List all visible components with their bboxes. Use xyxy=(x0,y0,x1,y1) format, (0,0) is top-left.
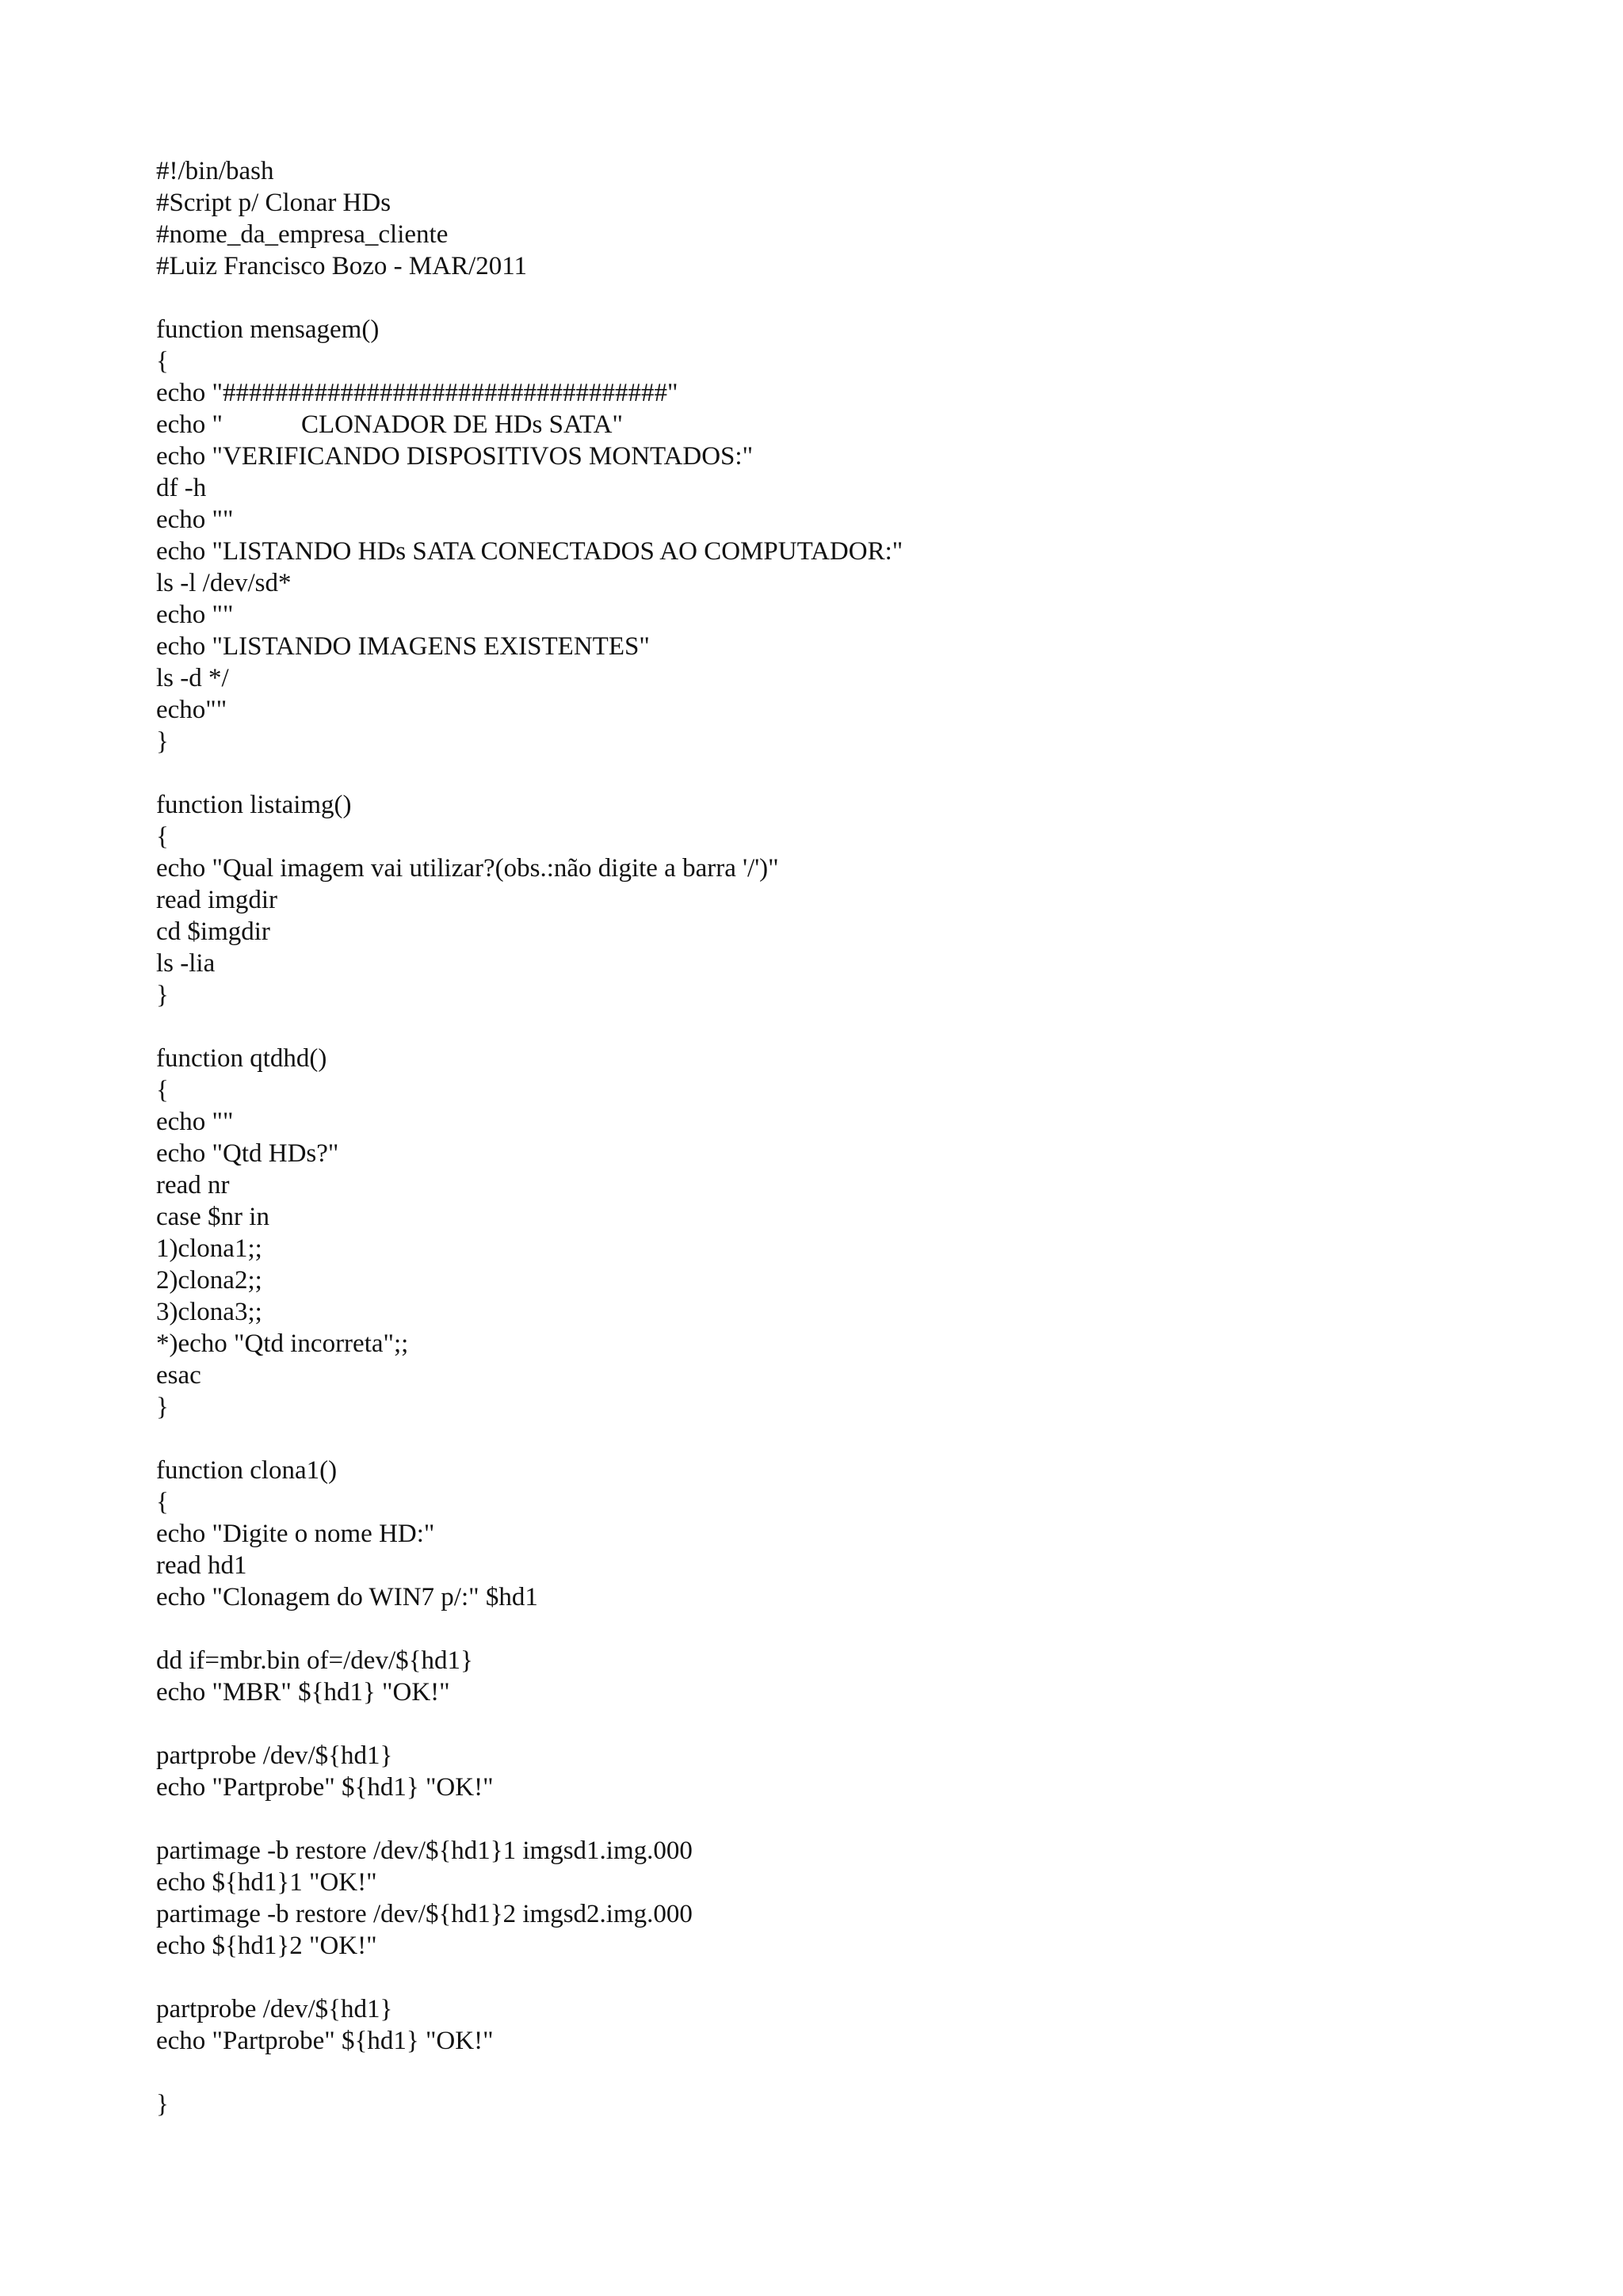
code-line: echo "Qual imagem vai utilizar?(obs.:não digite a barra '/')" xyxy=(156,854,779,883)
code-line: echo ${hd1}1 "OK!" xyxy=(156,1868,377,1897)
code-line: partprobe /dev/${hd1} xyxy=(156,1741,393,1770)
script-listing xyxy=(156,155,1543,2120)
code-line: function qtdhd() xyxy=(156,1044,327,1073)
code-line: 3)clona3;; xyxy=(156,1298,262,1326)
code-line: echo "Qtd HDs?" xyxy=(156,1139,339,1168)
code-line: dd if=mbr.bin of=/dev/${hd1} xyxy=(156,1646,473,1675)
code-line: echo "Digite o nome HD:" xyxy=(156,1520,435,1548)
blank-line xyxy=(156,282,1543,314)
code-line: echo ${hd1}2 "OK!" xyxy=(156,1932,377,1960)
code-line: #nome_da_empresa_cliente xyxy=(156,220,449,249)
code-line: echo "Partprobe" ${hd1} "OK!" xyxy=(156,2027,494,2055)
code-line: echo " CLONADOR DE HDs SATA" xyxy=(156,410,623,439)
code-line: echo "" xyxy=(156,601,234,629)
code-line: echo "" xyxy=(156,505,234,534)
code-line: *)echo "Qtd incorreta";; xyxy=(156,1329,409,1358)
code-line: } xyxy=(156,981,169,1009)
code-line: #Script p/ Clonar HDs xyxy=(156,189,391,217)
code-line: echo "LISTANDO HDs SATA CONECTADOS AO COMPUTADOR:" xyxy=(156,537,903,566)
code-line: echo "Partprobe" ${hd1} "OK!" xyxy=(156,1773,494,1802)
code-line: { xyxy=(156,822,169,851)
blank-line xyxy=(156,1803,1543,1835)
code-line: function listaimg() xyxy=(156,791,352,819)
code-line: { xyxy=(156,347,169,376)
code-line: esac xyxy=(156,1361,201,1390)
code-line: echo "Clonagem do WIN7 p/:" $hd1 xyxy=(156,1583,538,1611)
code-line: #!/bin/bash xyxy=(156,157,274,185)
code-line: function clona1() xyxy=(156,1456,338,1485)
code-line: function mensagem() xyxy=(156,315,380,344)
blank-line xyxy=(156,1708,1543,1740)
blank-line xyxy=(156,1423,1543,1455)
code-line: echo "##################################" xyxy=(156,379,678,407)
code-line: } xyxy=(156,727,169,756)
code-line: } xyxy=(156,1393,169,1421)
code-line: #Luiz Francisco Bozo - MAR/2011 xyxy=(156,252,528,280)
code-line: 2)clona2;; xyxy=(156,1266,262,1295)
code-line: echo "" xyxy=(156,1108,234,1136)
code-line: } xyxy=(156,2090,169,2119)
code-line: partimage -b restore /dev/${hd1}2 imgsd2.img.000 xyxy=(156,1900,693,1928)
blank-line xyxy=(156,757,1543,789)
code-line: echo "LISTANDO IMAGENS EXISTENTES" xyxy=(156,632,650,661)
code-line: ls -d */ xyxy=(156,664,229,692)
code-line: partimage -b restore /dev/${hd1}1 imgsd1.img.000 xyxy=(156,1836,693,1865)
code-line: read imgdir xyxy=(156,886,278,914)
code-line: echo "MBR" ${hd1} "OK!" xyxy=(156,1678,450,1707)
code-line: ls -l /dev/sd* xyxy=(156,569,292,597)
code-line: 1)clona1;; xyxy=(156,1234,262,1263)
code-line: read nr xyxy=(156,1171,230,1199)
code-line: echo "VERIFICANDO DISPOSITIVOS MONTADOS:" xyxy=(156,442,754,471)
code-line: df -h xyxy=(156,474,207,502)
code-line: case $nr in xyxy=(156,1203,269,1231)
code-line: echo"" xyxy=(156,696,227,724)
code-line: cd $imgdir xyxy=(156,917,270,946)
blank-line xyxy=(156,2057,1543,2088)
code-line: { xyxy=(156,1488,169,1516)
blank-line xyxy=(156,1011,1543,1043)
code-line: ls -lia xyxy=(156,949,216,978)
blank-line xyxy=(156,1962,1543,1993)
code-line: read hd1 xyxy=(156,1551,247,1580)
code-line: { xyxy=(156,1076,169,1104)
blank-line xyxy=(156,1613,1543,1645)
code-line: partprobe /dev/${hd1} xyxy=(156,1995,393,2023)
